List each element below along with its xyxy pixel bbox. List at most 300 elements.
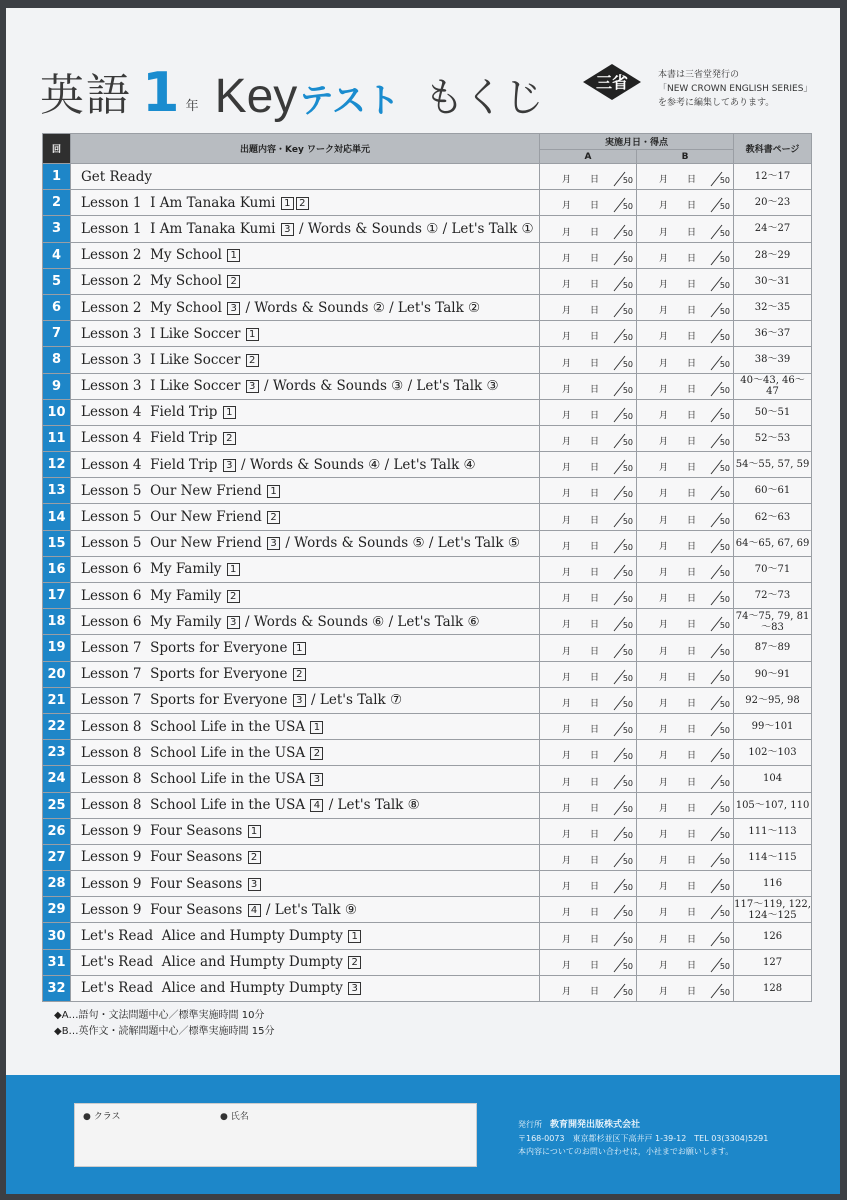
full-score: 50 [719, 883, 731, 893]
table-row [43, 871, 812, 897]
full-score: 50 [622, 202, 633, 212]
full-score: 50 [719, 385, 731, 395]
table-row [43, 452, 812, 478]
row-number: 26 [43, 818, 71, 844]
day-label: 日 [687, 725, 697, 736]
unit-part-box: 4 [248, 904, 261, 917]
date-cell-a [540, 635, 637, 661]
unit-part-box: 1 [293, 642, 306, 655]
unit-part-box: 2 [267, 511, 280, 524]
day-label: 日 [590, 358, 600, 369]
unit-part-box: 3 [267, 537, 280, 550]
date-cell-b [637, 949, 734, 975]
row-lesson: Let's Read [81, 954, 154, 971]
month-label: 月 [659, 672, 669, 683]
date-cell-a [540, 609, 637, 635]
date-cell-a [540, 216, 637, 242]
full-score: 50 [622, 438, 633, 448]
row-title [71, 871, 540, 897]
full-score: 50 [719, 228, 731, 238]
row-lesson: Lesson 4 [81, 404, 142, 421]
full-score: 50 [622, 909, 633, 919]
svg-text:三省: 三省 [595, 73, 629, 92]
month-label: 月 [562, 646, 572, 657]
month-label: 月 [659, 987, 669, 997]
row-lesson: Lesson 9 [81, 901, 142, 918]
full-score: 50 [719, 988, 731, 997]
name-label: ● 氏名 [220, 1112, 249, 1122]
full-score: 50 [719, 673, 731, 683]
date-cell-b [637, 713, 734, 739]
full-score: 50 [622, 176, 633, 186]
row-title [71, 530, 540, 556]
full-score: 50 [719, 411, 731, 421]
date-cell-b [637, 766, 734, 792]
full-score: 50 [719, 516, 731, 526]
row-title [71, 661, 540, 687]
row-number: 19 [43, 635, 71, 661]
day-label: 日 [687, 751, 697, 762]
row-unit: Our New Friend [150, 482, 262, 499]
full-score: 50 [622, 254, 633, 264]
date-cell-b [637, 190, 734, 216]
table-row [43, 609, 812, 635]
row-lesson: Lesson 9 [81, 823, 142, 840]
col-number-header: 回 [43, 134, 71, 164]
month-label: 月 [562, 227, 572, 238]
row-title [71, 504, 540, 530]
publisher-name: 教育開発出版株式会社 [550, 1120, 641, 1130]
month-label: 月 [659, 568, 669, 578]
row-title [71, 687, 540, 713]
row-lesson: Lesson 5 [81, 509, 142, 526]
full-score: 50 [719, 857, 731, 867]
date-cell-b [637, 923, 734, 949]
month-label: 月 [562, 698, 572, 709]
textbook-pages: 117～119, 122, 124～125 [734, 897, 812, 923]
full-score: 50 [719, 909, 731, 919]
publisher-label: 発行所 [518, 1120, 542, 1129]
day-label: 日 [590, 594, 600, 605]
row-unit: Our New Friend [150, 535, 262, 552]
row-lesson: Let's Read [81, 928, 154, 945]
row-number: 13 [43, 478, 71, 504]
day-label: 日 [590, 882, 600, 893]
day-label: 日 [687, 332, 697, 343]
day-label: 日 [687, 987, 697, 997]
textbook-pages: 32～35 [734, 294, 812, 320]
row-unit: School Life in the USA [150, 718, 306, 735]
day-label: 日 [590, 410, 600, 421]
date-cell-a [540, 164, 637, 190]
row-unit: Field Trip [150, 430, 218, 447]
day-label: 日 [590, 725, 600, 736]
full-score: 50 [719, 595, 731, 605]
date-cell-b [637, 583, 734, 609]
month-label: 月 [659, 515, 669, 526]
row-unit-parts [247, 849, 262, 865]
row-extra: / Words & Sounds ② / Let's Talk ② [241, 299, 481, 316]
row-unit: Field Trip [150, 404, 218, 421]
row-number: 2 [43, 190, 71, 216]
full-score: 50 [622, 778, 633, 788]
date-cell-a [540, 373, 637, 399]
date-cell-a [540, 792, 637, 818]
table-row [43, 556, 812, 582]
full-score: 50 [622, 516, 633, 526]
publisher-note-line: 本書は三省堂発行の [658, 70, 740, 80]
textbook-pages: 40～43, 46～47 [734, 373, 812, 399]
table-row [43, 661, 812, 687]
row-lesson: Lesson 4 [81, 456, 142, 473]
unit-part-box: 3 [227, 302, 240, 315]
day-label: 日 [687, 410, 697, 421]
day-label: 日 [687, 882, 697, 893]
legend-a: ◆A…語句・文法問題中心／標準実施時間 10分 [54, 1010, 265, 1021]
full-score: 50 [622, 673, 633, 683]
row-number: 14 [43, 504, 71, 530]
day-label: 日 [590, 620, 600, 631]
row-unit: Sports for Everyone [150, 692, 288, 709]
day-label: 日 [590, 856, 600, 867]
row-unit: Alice and Humpty Dumpty [161, 928, 343, 945]
day-label: 日 [687, 698, 697, 709]
date-cell-b [637, 975, 734, 1001]
day-label: 日 [687, 856, 697, 867]
month-label: 月 [562, 489, 572, 500]
row-unit-parts [280, 221, 295, 237]
row-unit-parts [222, 404, 237, 420]
row-title [71, 635, 540, 661]
date-cell-b [637, 530, 734, 556]
row-lesson: Lesson 9 [81, 849, 142, 866]
day-label: 日 [590, 987, 600, 997]
row-number: 12 [43, 452, 71, 478]
date-cell-a [540, 766, 637, 792]
row-number: 29 [43, 897, 71, 923]
day-label: 日 [590, 698, 600, 709]
row-unit-parts [226, 273, 241, 289]
month-label: 月 [562, 987, 572, 997]
month-label: 月 [562, 410, 572, 421]
textbook-pages: 70～71 [734, 556, 812, 582]
legend-b: ◆B…英作文・読解問題中心／標準実施時間 15分 [54, 1026, 275, 1037]
table-row [43, 923, 812, 949]
table-row [43, 530, 812, 556]
row-lesson: Lesson 6 [81, 561, 142, 578]
row-title [71, 897, 540, 923]
month-label: 月 [659, 437, 669, 448]
day-label: 日 [590, 175, 600, 186]
row-title [71, 347, 540, 373]
full-score: 50 [622, 464, 633, 474]
textbook-pages: 38～39 [734, 347, 812, 373]
month-label: 月 [659, 829, 669, 840]
date-cell-a [540, 504, 637, 530]
date-cell-a [540, 452, 637, 478]
row-unit: School Life in the USA [150, 744, 306, 761]
unit-part-box: 1 [267, 485, 280, 498]
full-score: 50 [719, 830, 731, 840]
month-label: 月 [562, 620, 572, 631]
row-title [71, 792, 540, 818]
day-label: 日 [687, 934, 697, 945]
month-label: 月 [659, 279, 669, 290]
month-label: 月 [659, 175, 669, 186]
full-score: 50 [719, 569, 731, 578]
date-cell-b [637, 425, 734, 451]
day-label: 日 [687, 960, 697, 971]
publisher-info [518, 1118, 768, 1158]
month-label: 月 [659, 594, 669, 605]
day-label: 日 [590, 463, 600, 474]
date-cell-b [637, 347, 734, 373]
day-label: 日 [590, 253, 600, 264]
row-lesson: Lesson 5 [81, 482, 142, 499]
day-label: 日 [590, 803, 600, 814]
full-score: 50 [622, 857, 633, 867]
textbook-pages: 104 [734, 766, 812, 792]
row-lesson: Lesson 2 [81, 299, 142, 316]
month-label: 月 [562, 777, 572, 788]
row-extra: / Let's Talk ⑧ [324, 797, 420, 814]
date-cell-b [637, 740, 734, 766]
date-cell-a [540, 478, 637, 504]
date-cell-b [637, 268, 734, 294]
day-label: 日 [687, 515, 697, 526]
textbook-pages: 92～95, 98 [734, 687, 812, 713]
month-label: 月 [659, 882, 669, 893]
row-lesson: Lesson 7 [81, 692, 142, 709]
row-lesson: Get Ready [81, 168, 152, 185]
month-label: 月 [659, 541, 669, 552]
row-title [71, 818, 540, 844]
full-score: 50 [719, 961, 731, 971]
month-label: 月 [659, 463, 669, 474]
full-score: 50 [719, 699, 731, 709]
col-title-header: 出題内容・Key ワーク対応単元 [71, 134, 540, 164]
date-cell-b [637, 164, 734, 190]
textbook-pages: 30～31 [734, 268, 812, 294]
month-label: 月 [659, 620, 669, 631]
day-label: 日 [687, 568, 697, 578]
textbook-pages: 12～17 [734, 164, 812, 190]
day-label: 日 [590, 489, 600, 500]
row-lesson: Lesson 8 [81, 718, 142, 735]
publisher-address: 〒168-0073 東京都杉並区下高井戸 1-39-12 TEL 03(3304)5291 [518, 1134, 769, 1143]
month-label: 月 [562, 751, 572, 762]
day-label: 日 [687, 489, 697, 500]
row-unit-parts [266, 509, 281, 525]
row-title [71, 583, 540, 609]
row-extra: / Words & Sounds ⑥ / Let's Talk ⑥ [240, 613, 480, 630]
day-label: 日 [687, 672, 697, 683]
row-unit: Sports for Everyone [150, 666, 288, 683]
date-cell-a [540, 871, 637, 897]
row-number: 18 [43, 609, 71, 635]
row-unit-parts [266, 535, 281, 551]
unit-part-box: 3 [293, 694, 306, 707]
date-cell-b [637, 216, 734, 242]
full-score: 50 [719, 778, 731, 788]
row-title [71, 478, 540, 504]
month-label: 月 [562, 175, 572, 186]
full-score: 50 [719, 359, 731, 369]
row-extra: / Let's Talk ⑦ [306, 692, 403, 709]
month-label: 月 [562, 960, 572, 971]
full-score: 50 [622, 647, 633, 657]
table-row [43, 897, 812, 923]
row-title [71, 556, 540, 582]
textbook-pages: 72～73 [734, 583, 812, 609]
row-unit: Four Seasons [150, 875, 243, 892]
full-score: 50 [719, 176, 731, 186]
day-label: 日 [590, 541, 600, 552]
unit-part-box: 3 [348, 982, 361, 995]
date-cell-b [637, 399, 734, 425]
row-title [71, 452, 540, 478]
day-label: 日 [687, 829, 697, 840]
row-number: 11 [43, 425, 71, 451]
row-unit-parts [280, 195, 310, 211]
row-title [71, 268, 540, 294]
full-score: 50 [719, 280, 731, 290]
row-number: 25 [43, 792, 71, 818]
row-unit-parts [222, 430, 237, 446]
table-row [43, 268, 812, 294]
row-unit-parts [245, 326, 260, 342]
full-score: 50 [719, 490, 731, 500]
unit-part-box: 1 [227, 249, 240, 262]
textbook-pages: 102～103 [734, 740, 812, 766]
full-score: 50 [622, 280, 633, 290]
day-label: 日 [590, 777, 600, 788]
date-cell-a [540, 975, 637, 1001]
row-unit-parts [222, 457, 237, 473]
row-title [71, 373, 540, 399]
row-unit-parts [347, 954, 362, 970]
day-label: 日 [687, 803, 697, 814]
row-unit: I Like Soccer [150, 325, 241, 342]
title-grade-unit: 年 [185, 99, 199, 114]
day-label: 日 [687, 384, 697, 395]
unit-part-box: 3 [223, 459, 236, 472]
unit-part-box: 1 [310, 721, 323, 734]
textbook-pages: 64～65, 67, 69 [734, 530, 812, 556]
row-number: 24 [43, 766, 71, 792]
full-score: 50 [622, 988, 633, 997]
table-row [43, 425, 812, 451]
date-cell-a [540, 530, 637, 556]
full-score: 50 [719, 254, 731, 264]
row-unit-parts [226, 561, 241, 577]
full-score: 50 [719, 726, 731, 736]
textbook-pages: 111～113 [734, 818, 812, 844]
unit-part-box: 2 [348, 956, 361, 969]
row-title [71, 949, 540, 975]
table-row [43, 373, 812, 399]
row-unit: Four Seasons [150, 823, 243, 840]
col-b-header: B [637, 150, 734, 164]
day-label: 日 [687, 437, 697, 448]
row-unit-parts [347, 980, 362, 996]
full-score: 50 [719, 333, 731, 343]
month-label: 月 [659, 489, 669, 500]
full-score: 50 [719, 621, 731, 631]
row-title [71, 294, 540, 320]
row-lesson: Lesson 3 [81, 351, 142, 368]
day-label: 日 [687, 777, 697, 788]
row-lesson: Lesson 8 [81, 797, 142, 814]
table-row [43, 635, 812, 661]
header [6, 8, 840, 128]
row-unit-parts [247, 823, 262, 839]
row-title [71, 713, 540, 739]
textbook-pages: 54～55, 57, 59 [734, 452, 812, 478]
day-label: 日 [590, 437, 600, 448]
title-subject: 英語 [40, 70, 132, 121]
day-label: 日 [687, 279, 697, 290]
unit-part-box: 2 [227, 590, 240, 603]
month-label: 月 [562, 384, 572, 395]
row-number: 21 [43, 687, 71, 713]
table-row [43, 949, 812, 975]
row-unit-parts [226, 300, 241, 316]
month-label: 月 [659, 253, 669, 264]
month-label: 月 [659, 358, 669, 369]
day-label: 日 [590, 960, 600, 971]
date-cell-b [637, 818, 734, 844]
unit-part-box: 1 [348, 930, 361, 943]
textbook-pages: 74～75, 79, 81～83 [734, 609, 812, 635]
month-label: 月 [562, 437, 572, 448]
day-label: 日 [687, 541, 697, 552]
month-label: 月 [562, 201, 572, 212]
full-score: 50 [719, 307, 731, 317]
table-row [43, 321, 812, 347]
textbook-pages: 50～51 [734, 399, 812, 425]
table-row [43, 975, 812, 1001]
row-unit-parts [309, 771, 324, 787]
month-label: 月 [562, 279, 572, 290]
row-unit: Alice and Humpty Dumpty [161, 954, 343, 971]
full-score: 50 [622, 490, 633, 500]
textbook-pages: 105～107, 110 [734, 792, 812, 818]
month-label: 月 [659, 934, 669, 945]
date-cell-a [540, 556, 637, 582]
day-label: 日 [590, 908, 600, 919]
month-label: 月 [659, 410, 669, 421]
publisher-note-line: 「NEW CROWN ENGLISH SERIES」 [658, 84, 813, 94]
date-cell-a [540, 425, 637, 451]
row-unit-parts [245, 352, 260, 368]
row-unit: School Life in the USA [150, 797, 306, 814]
row-unit-parts [226, 247, 241, 263]
textbook-pages: 99～101 [734, 713, 812, 739]
date-cell-a [540, 268, 637, 294]
date-cell-b [637, 897, 734, 923]
date-cell-b [637, 844, 734, 870]
day-label: 日 [590, 306, 600, 317]
row-unit: My School [150, 247, 222, 264]
table-row [43, 164, 812, 190]
row-unit: I Am Tanaka Kumi [150, 194, 276, 211]
date-cell-a [540, 949, 637, 975]
full-score: 50 [719, 804, 731, 814]
name-form [74, 1103, 477, 1167]
row-unit-parts [226, 614, 241, 630]
row-extra: / Let's Talk ⑨ [261, 901, 357, 918]
